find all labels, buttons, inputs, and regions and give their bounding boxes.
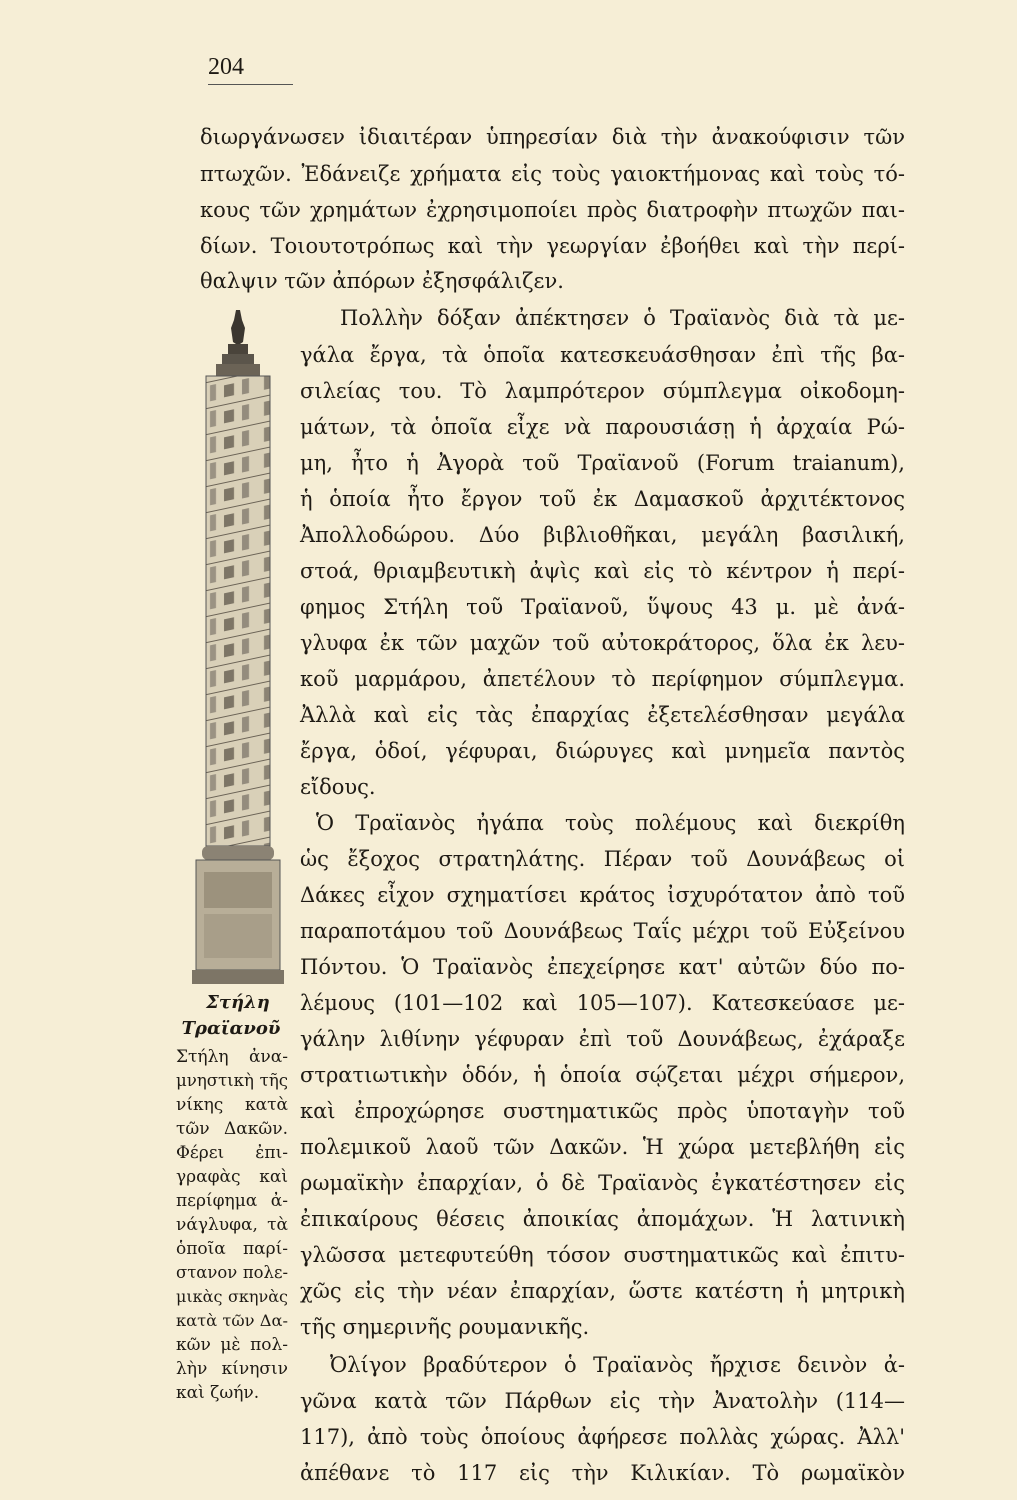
body-line: Ἀλλὰ καὶ εἰς τὰς ἐπαρχίας ἐξετελέσθησαν μεγάλα xyxy=(300,703,905,727)
body-line: Ὁ Τραϊανὸς ἠγάπα τοὺς πολέμους καὶ διεκρίθη xyxy=(316,811,905,835)
body-line: ἀπέθανε τὸ 117 εἰς τὴν Κιλικίαν. Τὸ ρωμαϊκὸν xyxy=(300,1461,905,1485)
caption-line: στανον πολε- xyxy=(176,1263,288,1282)
body-line: γλυφα ἐκ τῶν μαχῶν τοῦ αὐτοκράτορος, ὅλα ἐκ λευ- xyxy=(300,631,905,655)
body-line: ρωμαϊκὴν ἐπαρχίαν, ὁ δὲ Τραϊανὸς ἐγκατέστησεν εἰς xyxy=(300,1171,905,1195)
body-line: μη, ἦτο ἡ Ἀγορὰ τοῦ Τραϊανοῦ (Forum traianum), xyxy=(300,451,905,475)
caption-line: λὴν κίνησιν xyxy=(176,1359,288,1379)
body-line: φημος Στήλη τοῦ Τραϊανοῦ, ὕψους 43 μ. μὲ ἀνά- xyxy=(300,595,905,619)
body-line: Ὀλίγον βραδύτερον ὁ Τραϊανὸς ἤρχισε δεινὸν ἀ- xyxy=(330,1353,905,1377)
body-line: ὡς ἔξοχος στρατηλάτης. Πέραν τοῦ Δουνάβεως οἱ xyxy=(300,847,905,871)
body-line: γάλην λιθίνην γέφυραν ἐπὶ τοῦ Δουνάβεως, ἐχάραξε xyxy=(300,1027,905,1051)
body-line: Πολλὴν δόξαν ἀπέκτησεν ὁ Τραϊανὸς διὰ τὰ με- xyxy=(340,306,905,330)
body-line: γῶνα κατὰ τῶν Πάρθων εἰς τὴν Ἀνατολὴν (114— xyxy=(300,1389,905,1413)
body-line: ἡ ὁποία ἦτο ἔργον τοῦ ἐκ Δαμασκοῦ ἀρχιτέκτονος xyxy=(300,487,905,511)
caption-line: νάγλυφα, τὰ xyxy=(176,1215,288,1235)
body-line: Πόντου. Ὁ Τραϊανὸς ἐπεχείρησε κατ' αὐτῶν δύο πο- xyxy=(300,955,905,979)
body-line: πολεμικοῦ λαοῦ τῶν Δακῶν. Ἡ χώρα μετεβλήθη εἰς xyxy=(300,1135,905,1159)
body-line: κους τῶν χρημάτων ἐχρησιμοποίει πρὸς διατροφὴν πτωχῶν παι- xyxy=(200,198,905,222)
caption-line: Στήλη ἀνα- xyxy=(176,1047,288,1067)
body-line: μάτων, τὰ ὁποῖα εἶχε νὰ παρουσιάσῃ ἡ ἀρχαία Ρώ- xyxy=(300,415,905,439)
body-line: γάλα ἔργα, τὰ ὁποῖα κατεσκευάσθησαν ἐπὶ τῆς βα- xyxy=(300,343,905,367)
body-line: ἐπικαίρους θέσεις ἀποικίας ἀπομάχων. Ἡ λατινικὴ xyxy=(300,1207,905,1231)
caption-line: κατὰ τῶν Δα- xyxy=(176,1311,288,1330)
body-line: λέμους (101—102 καὶ 105—107). Κατεσκεύασε με- xyxy=(300,991,905,1015)
body-line: στοά, θριαμβευτικὴ ἀψὶς καὶ εἰς τὸ κέντρον ἡ περί- xyxy=(300,559,905,583)
caption-line: ὁποῖα παρί- xyxy=(176,1239,288,1259)
trajan-column-illustration xyxy=(188,308,288,988)
body-line: διωργάνωσεν ἰδιαιτέραν ὑπηρεσίαν διὰ τὴν ἀνακούφισιν τῶν xyxy=(200,125,905,149)
body-line: χῶς εἰς τὴν νέαν ἐπαρχίαν, ὥστε κατέστη ἡ μητρικὴ xyxy=(300,1279,905,1303)
caption-title-line1: Στήλη xyxy=(206,992,270,1013)
header-rule xyxy=(208,84,293,85)
caption-line: μικὰς σκηνὰς xyxy=(176,1287,288,1306)
body-line: καὶ ἐπροχώρησε συστηματικῶς πρὸς ὑποταγὴν τοῦ xyxy=(300,1099,905,1123)
body-line: δίων. Τοιουτοτρόπως καὶ τὴν γεωργίαν ἐβοήθει καὶ τὴν περί- xyxy=(200,234,905,258)
caption-line: γραφὰς καὶ xyxy=(176,1167,288,1187)
caption-line: περίφημα ἀ- xyxy=(176,1191,288,1211)
body-line: στρατιωτικὴν ὁδόν, ἡ ὁποία σῴζεται μέχρι σήμερον, xyxy=(300,1063,905,1087)
body-line: γλῶσσα μετεφυτεύθη τόσον συστηματικῶς καὶ ἐπιτυ- xyxy=(300,1243,905,1267)
body-line: εἴδους. xyxy=(300,775,376,799)
caption-line: κῶν μὲ πολ- xyxy=(176,1335,288,1355)
body-line: ἔργα, ὁδοί, γέφυραι, διώρυγες καὶ μνημεῖα παντὸς xyxy=(300,739,905,763)
body-line: 117), ἀπὸ τοὺς ὁποίους ἀφήρεσε πολλὰς χώρας. Ἀλλ' xyxy=(300,1425,905,1449)
caption-line: καὶ ζωήν. xyxy=(176,1383,260,1403)
body-line: πτωχῶν. Ἐδάνειζε χρήματα εἰς τοὺς γαιοκτήμονας καὶ τοὺς τό- xyxy=(200,162,905,186)
body-line: Δάκες εἶχον σχηματίσει κράτος ἰσχυρότατον ἀπὸ τοῦ xyxy=(300,883,905,907)
caption-line: νίκης κατὰ xyxy=(176,1095,288,1115)
body-line: Ἀπολλοδώρου. Δύο βιβλιοθῆκαι, μεγάλη βασιλική, xyxy=(300,523,905,547)
body-line: παραποτάμου τοῦ Δουνάβεως Ταΐς μέχρι τοῦ Εὐξείνου xyxy=(300,919,905,943)
caption-title-line2: Τραϊανοῦ xyxy=(181,1018,281,1039)
body-line: θαλψιν τῶν ἀπόρων ἐξησφάλιζεν. xyxy=(200,269,564,293)
caption-line: μνηστικὴ τῆς xyxy=(176,1071,288,1090)
caption-line: Φέρει ἐπι- xyxy=(176,1143,288,1163)
body-line: τῆς σημερινῆς ρουμανικῆς. xyxy=(300,1315,590,1339)
body-line: σιλείας του. Τὸ λαμπρότερον σύμπλεγμα οἰκοδομη- xyxy=(300,379,905,403)
page-number: 204 xyxy=(208,54,244,80)
body-line: κοῦ μαρμάρου, ἀπετέλουν τὸ περίφημον σύμπλεγμα. xyxy=(300,667,905,691)
caption-line: τῶν Δακῶν. xyxy=(176,1119,288,1139)
